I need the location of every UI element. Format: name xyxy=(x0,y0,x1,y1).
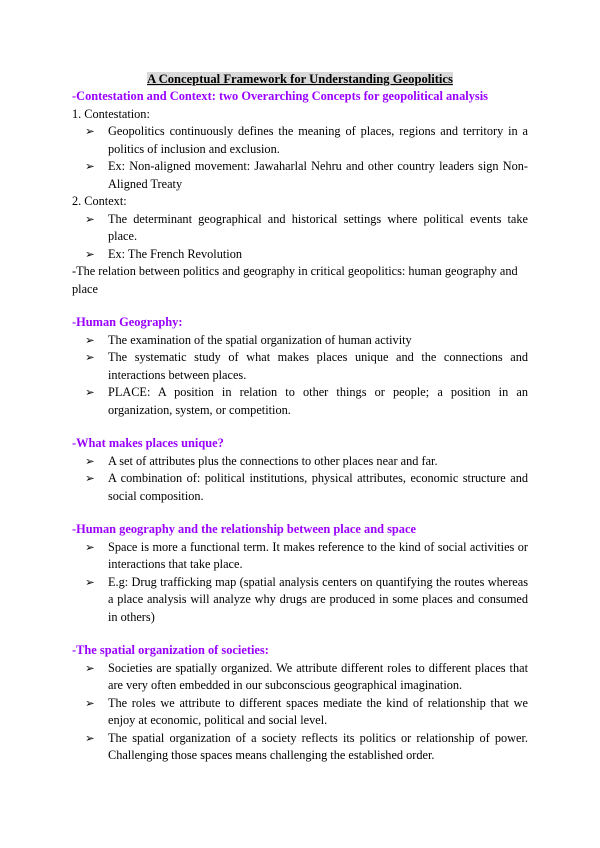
bullet-list-spatial-organization xyxy=(72,660,528,765)
bullet-item: ➢ A combination of: political institutions, physical attributes, economic structure and social composition. xyxy=(85,471,528,503)
arrow-bullet-icon: ➢ xyxy=(85,730,95,745)
arrow-bullet-icon: ➢ xyxy=(85,453,95,468)
bullet-item: ➢ The examination of the spatial organization of human activity xyxy=(72,332,528,350)
arrow-bullet-icon: ➢ xyxy=(85,471,95,485)
bullet-item: ➢ Space is more a functional term. It makes reference to the kind of social activities or interactions that take place. xyxy=(85,539,528,571)
arrow-bullet-icon: ➢ xyxy=(85,332,95,347)
bullet-list-places-unique xyxy=(72,453,528,506)
bullet-item: ➢ The roles we attribute to different spaces mediate the kind of relationship that we enjoy at economic, political and social level. xyxy=(85,695,528,727)
bullet-item: ➢ Ex: The French Revolution xyxy=(72,246,528,264)
arrow-bullet-icon: ➢ xyxy=(85,246,95,261)
arrow-bullet-icon: ➢ xyxy=(85,385,95,399)
bullet-item: ➢ Geopolitics continuously defines the meaning of places, regions and territory in a politics of inclusion and exclusion. xyxy=(85,124,528,156)
bullet-item: ➢ A set of attributes plus the connections to other places near and far. xyxy=(72,453,528,471)
bullet-item: ➢ E.g: Drug trafficking map (spatial analysis centers on quantifying the routes whereas a place analysis will analyze why drugs are produced in some places and consumed in others) xyxy=(85,574,528,624)
paragraph-politics-geography: -The relation between politics and geography in critical geopolitics: human geography and place xyxy=(72,264,518,296)
section-heading-places-unique: -What makes places unique? xyxy=(72,436,224,450)
bullet-list-human-geography xyxy=(72,332,528,420)
bullet-item: ➢ The systematic study of what makes places unique and the connections and interactions between places. xyxy=(85,350,528,382)
section-heading-spatial-organization: -The spatial organization of societies: xyxy=(72,643,269,657)
arrow-bullet-icon: ➢ xyxy=(85,159,95,173)
arrow-bullet-icon: ➢ xyxy=(85,211,95,226)
numbered-item-context: 2. Context: xyxy=(72,194,127,208)
document-title: A Conceptual Framework for Understanding Geopolitics xyxy=(147,72,453,86)
arrow-bullet-icon: ➢ xyxy=(85,350,95,364)
arrow-bullet-icon: ➢ xyxy=(85,124,95,138)
bullet-item: ➢ Ex: Non-aligned movement: Jawaharlal Nehru and other country leaders sign Non-Aligned Treaty xyxy=(85,159,528,191)
section-heading-human-geography: -Human Geography: xyxy=(72,315,183,329)
numbered-item-contestation: 1. Contestation: xyxy=(72,106,150,121)
arrow-bullet-icon: ➢ xyxy=(85,539,95,554)
section-heading-place-space: -Human geography and the relationship between place and space xyxy=(72,522,416,536)
bullet-list-contestation xyxy=(72,123,528,193)
arrow-bullet-icon: ➢ xyxy=(85,695,95,710)
bullet-list-place-space xyxy=(72,539,528,627)
bullet-item: ➢ PLACE: A position in relation to other things or people; a position in an organization, system, or competition. xyxy=(85,385,528,417)
bullet-item: ➢ Societies are spatially organized. We attribute different roles to different places that are very often embedded in our subconscious geographical imagination. xyxy=(85,660,528,692)
section-heading-contestation-context: -Contestation and Context: two Overarching Concepts for geopolitical analysis xyxy=(72,89,488,103)
bullet-list-context xyxy=(72,211,528,264)
bullet-item: ➢ The spatial organization of a society reflects its politics or relationship of power. Challenging those spaces means challenging the established order. xyxy=(85,730,528,762)
arrow-bullet-icon: ➢ xyxy=(85,660,95,675)
arrow-bullet-icon: ➢ xyxy=(85,574,95,589)
document-body xyxy=(72,71,528,765)
bullet-item: ➢ The determinant geographical and historical settings where political events take place. xyxy=(85,211,528,243)
